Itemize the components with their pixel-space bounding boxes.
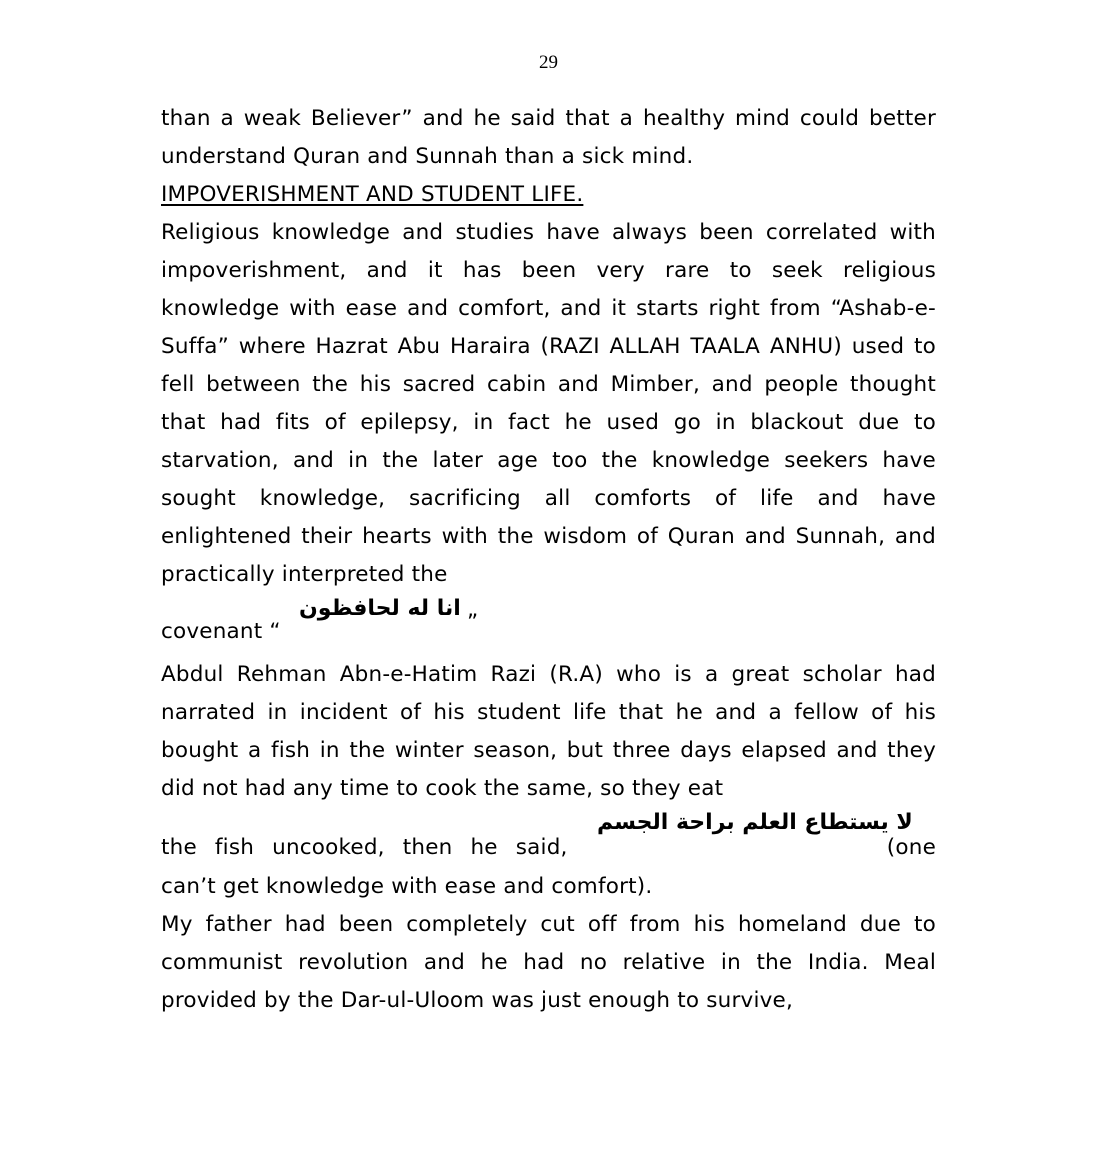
fish-prefix: the fish uncooked, then he said,	[161, 835, 568, 860]
covenant-arabic-quote: انا له لحافظون	[299, 596, 461, 621]
covenant-prefix: covenant “	[161, 619, 281, 644]
fish-line	[161, 808, 936, 868]
paragraph-abdul-rehman: Abdul Rehman Abn-e-Hatim Razi (R.A) who is a great scholar had narrated in incident of his student life that he and a fellow of his bought a fish in the winter season, but three days elapsed and they did not had any time to cook the same, so they eat	[161, 662, 936, 801]
page-body	[161, 100, 936, 1020]
fish-arabic-quote: لا يستطاع العلم براحة الجسم	[597, 810, 913, 835]
fish-suffix: (one	[886, 835, 936, 860]
paragraph-intro: than a weak Believer” and he said that a healthy mind could better understand Quran and Sunnah than a sick mind.	[161, 106, 936, 169]
section-heading: IMPOVERISHMENT AND STUDENT LIFE.	[161, 182, 584, 207]
paragraph-translation-end: can’t get knowledge with ease and comfort).	[161, 874, 653, 899]
paragraph-father: My father had been completely cut off from his homeland due to communist revolution and he had no relative in the India. Meal provided by the Dar-ul-Uloom was just enough to survive,	[161, 912, 936, 1013]
paragraph-impoverishment: Religious knowledge and studies have always been correlated with impoverishment, and it has been very rare to seek religious knowledge with ease and comfort, and it starts right from “Ashab-e-Suffa” where Hazrat Abu Haraira (RAZI ALLAH TAALA ANHU) used to fell between the his sacred cabin and Mimber, and people thought that had fits of epilepsy, in fact he used go in blackout due to starvation, and in the later age too the knowledge seekers have sought knowledge, sacrificing all comforts of life and have enlightened their hearts with the wisdom of Quran and Sunnah, and practically interpreted the	[161, 220, 936, 587]
covenant-line	[161, 594, 936, 656]
covenant-closing-quote: ”	[467, 610, 479, 635]
page-number: 29	[539, 52, 558, 73]
